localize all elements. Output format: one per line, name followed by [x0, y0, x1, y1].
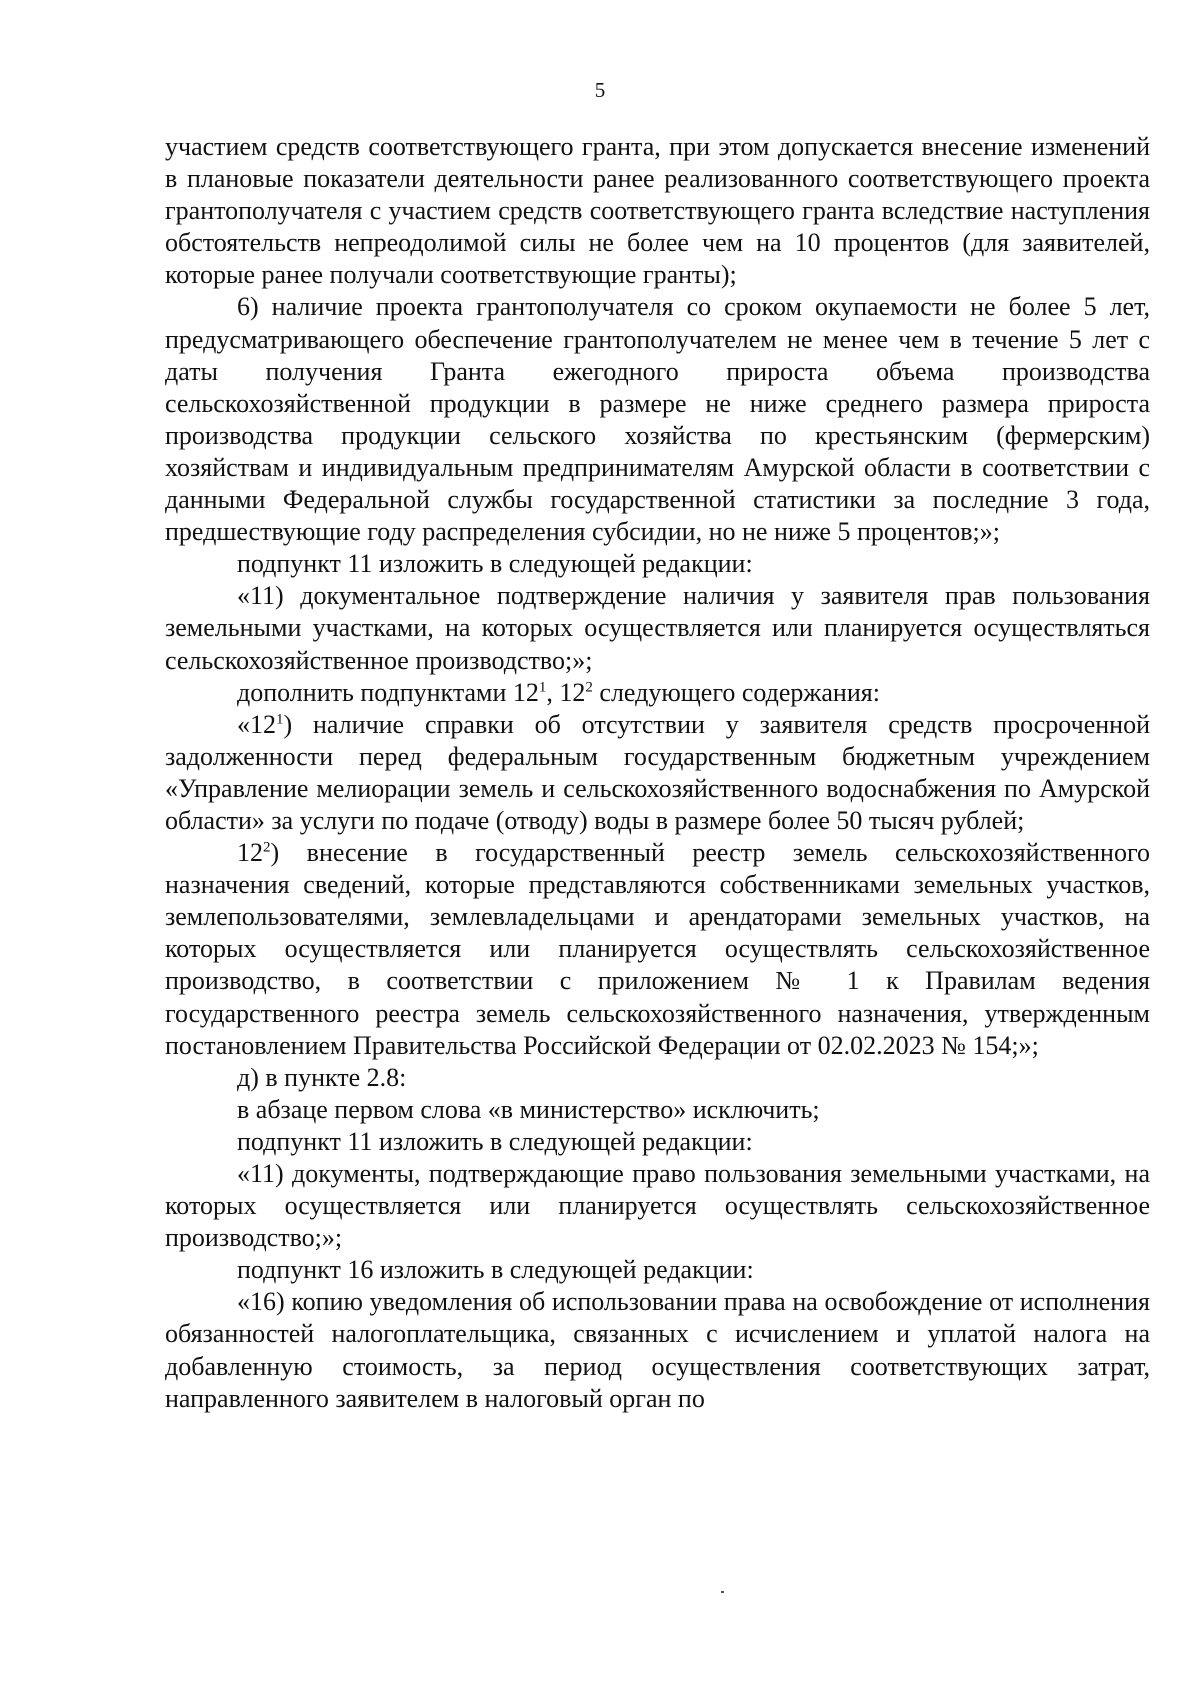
text-fragment: 12: [237, 838, 263, 868]
paragraph-subitem-11-docs: «11) документы, подтверждающие право пользования земельными участками, на которых осуществляется или планируется осуществлять сельскохозяйственное производство;»;: [165, 1159, 1150, 1253]
superscript: 2: [585, 678, 593, 695]
superscript: 1: [276, 711, 284, 728]
paragraph-12-1: [165, 709, 1150, 837]
superscript: 2: [263, 839, 271, 856]
paragraph-add-subitems: [165, 677, 1150, 709]
text-fragment: «12: [237, 709, 276, 739]
text-fragment: дополнить подпунктами 12: [237, 677, 539, 707]
superscript: 1: [538, 678, 547, 695]
text-fragment: ) наличие справки об отсутствии у заявителя средств просроченной задолженности перед федеральным государственным бюджетным учреждением «Управление мелиорации земель и сельскохозяйственного водоснабжения по Амурской области» за услуги по подаче (отводу) воды в размере более 50 тысяч рублей;: [165, 709, 1150, 835]
document-body: [165, 131, 1150, 1415]
paragraph-first-abzac: в абзаце первом слова «в министерство» исключить;: [237, 1094, 820, 1124]
text-fragment: следующего содержания:: [592, 677, 880, 707]
paragraph-subitem-11-intro-2: подпункт 11 изложить в следующей редакции:: [237, 1126, 753, 1156]
text-fragment: ) внесение в государственный реестр земель сельскохозяйственного назначения сведений, которые представляются собственниками земельных участков, землепользователями, землевладельцами и арендаторами земельных участков, на которых осуществляется или планируется осуществлять сельскохозяйственное производство, в соответствии с приложением № 1 к Правилам ведения государственного реестра земель сельскохозяйственного назначения, утвержденным постановлением Правительства Российской Федерации от 02.02.2023 № 154;»;: [165, 838, 1150, 1060]
paragraph-subitem-16-intro: подпункт 16 изложить в следующей редакции:: [237, 1255, 754, 1285]
scan-artifact: [721, 1591, 724, 1593]
paragraph-subitem-11-intro: подпункт 11 изложить в следующей редакции:: [237, 549, 753, 579]
paragraph-subitem-11: «11) документальное подтверждение наличия у заявителя прав пользования земельными участками, на которых осуществляется или планируется осуществляться сельскохозяйственное производство;»;: [165, 581, 1150, 675]
page-number: 5: [594, 78, 606, 102]
text-fragment: , 12: [546, 677, 586, 707]
paragraph-point-2-8: д) в пункте 2.8:: [237, 1062, 407, 1092]
paragraph-12-2: [165, 837, 1150, 1062]
paragraph-subitem-16: «16) копию уведомления об использовании права на освобождение от исполнения обязанностей налогоплательщика, связанных с исчислением и уплатой налога на добавленную стоимость, за период осуществления соответствующих затрат, направленного заявителем в налоговый орган по: [165, 1287, 1150, 1413]
paragraph-1: участием средств соответствующего гранта, при этом допускается внесение изменений в плановые показатели деятельности ранее реализованного соответствующего проекта грантополучателя с участием средств соответствующего гранта вследствие наступления обстоятельств непреодолимой силы не более чем на 10 процентов (для заявителей, которые ранее получали соответствующие гранты);: [165, 132, 1150, 290]
paragraph-6: 6) наличие проекта грантополучателя со сроком окупаемости не более 5 лет, предусматривающего обеспечение грантополучателем не менее чем в течение 5 лет с даты получения Гранта ежегодного прироста объема производства сельскохозяйственной продукции в размере не ниже среднего размера прироста производства продукции сельского хозяйства по крестьянским (фермерским) хозяйствам и индивидуальным предпринимателям Амурской области в соответствии с данными Федеральной службы государственной статистики за последние 3 года, предшествующие году распределения субсидии, но не ниже 5 процентов;»;: [165, 292, 1150, 547]
